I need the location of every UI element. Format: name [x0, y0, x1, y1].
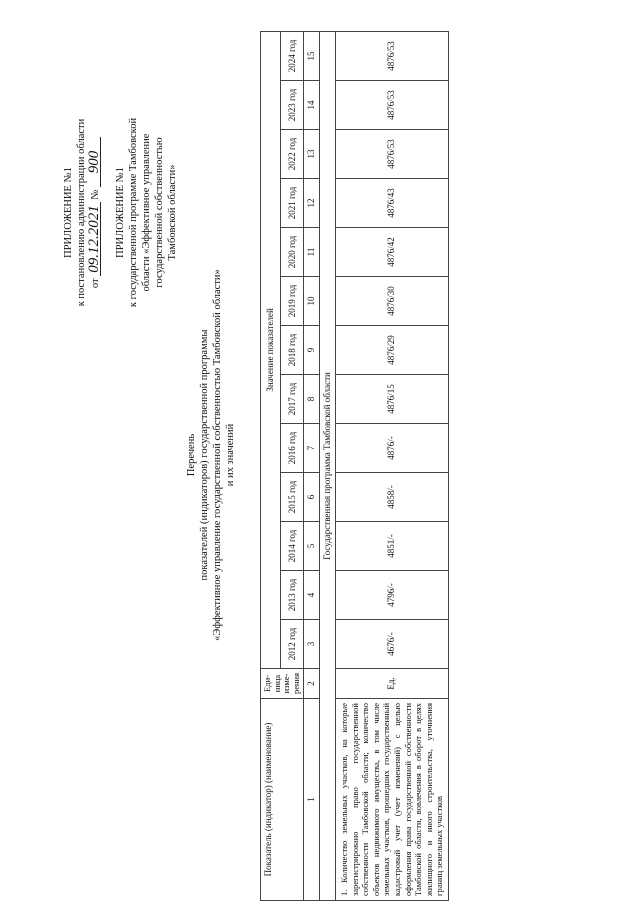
column-number: 8 — [304, 375, 320, 424]
column-number: 3 — [304, 620, 320, 669]
year-cell: 2012 год — [281, 620, 304, 669]
title-line4: и их значений — [225, 423, 236, 487]
column-number: 11 — [304, 228, 320, 277]
value-cell: 4876/30 — [336, 277, 449, 326]
program-appendix-title: ПРИЛОЖЕНИЕ №1 — [115, 167, 126, 258]
column-number: 15 — [304, 31, 320, 80]
table-header-row — [261, 31, 281, 900]
value-cell: 4676/- — [336, 620, 449, 669]
value-cell: 4876/42 — [336, 228, 449, 277]
year-cell: 2022 год — [281, 130, 304, 179]
value-cell: 4876/53 — [336, 130, 449, 179]
title-line2: показателей (индикаторов) государственной программы — [199, 329, 210, 581]
year-cell: 2016 год — [281, 424, 304, 473]
indicator-name: 1. Количество земельных участков, на которые зарегистрировано право государственной собственности Тамбовской области; количество объектов недвижимого имущества, в том числе земельных участков, прошедших государственный кадастровый учет (учет изменений) с целью оформления права государственной собственности Тамбовской области, вовлечения в оборот в целях жилищного и иного строительства, уточнения границ земельных участков — [336, 699, 449, 901]
year-cell: 2024 год — [281, 31, 304, 80]
value-cell: 4876/43 — [336, 179, 449, 228]
value-cell: 4851/- — [336, 522, 449, 571]
program-name: Государственная программа Тамбовской области — [320, 31, 336, 900]
program-appendix-line4: Тамбовской области» — [167, 164, 178, 261]
program-appendix-line3: государственной собственностью — [154, 137, 165, 288]
column-number: 6 — [304, 473, 320, 522]
year-cell: 2020 год — [281, 228, 304, 277]
header-unit: Еди-ница изме-рения — [261, 669, 304, 699]
title-line1: Перечень — [186, 433, 197, 477]
column-number: 9 — [304, 326, 320, 375]
year-cell: 2019 год — [281, 277, 304, 326]
header-values: Значение показателей — [261, 31, 281, 668]
column-number: 5 — [304, 522, 320, 571]
value-cell: 4876/53 — [336, 31, 449, 80]
year-cell: 2013 год — [281, 571, 304, 620]
column-number: 13 — [304, 130, 320, 179]
year-cell: 2014 год — [281, 522, 304, 571]
year-cell: 2023 год — [281, 81, 304, 130]
column-number: 12 — [304, 179, 320, 228]
table-row — [336, 31, 449, 900]
column-number: 1 — [304, 699, 320, 901]
value-cell: 4876/15 — [336, 375, 449, 424]
document-title — [185, 195, 237, 715]
column-number: 2 — [304, 669, 320, 699]
number-prefix: № — [90, 189, 101, 200]
column-number: 10 — [304, 277, 320, 326]
indicators-table — [260, 31, 449, 901]
title-line3: «Эффективное управление государственной собственностью Тамбовской области» — [212, 269, 223, 641]
column-numbers-row — [304, 31, 320, 900]
value-cell: 4876/29 — [336, 326, 449, 375]
year-cell: 2017 год — [281, 375, 304, 424]
handwritten-number: 900 — [88, 137, 101, 187]
program-appendix-header — [114, 40, 179, 385]
column-number: 4 — [304, 571, 320, 620]
program-appendix-line1: к государственной программе Тамбовской — [128, 117, 139, 308]
value-cell: 4876/- — [336, 424, 449, 473]
appendix-header — [62, 40, 179, 385]
value-cell: 4858/- — [336, 473, 449, 522]
header-indicator: Показатель (индикатор) (наименование) — [261, 699, 304, 901]
column-number: 7 — [304, 424, 320, 473]
handwritten-date: 09.12.2021 — [88, 202, 101, 276]
appendix-decree-line: к постановлению администрации области — [76, 118, 87, 307]
column-number: 14 — [304, 81, 320, 130]
year-cell: 2018 год — [281, 326, 304, 375]
unit-cell: Ед. — [336, 669, 449, 699]
year-cell: 2021 год — [281, 179, 304, 228]
year-cell: 2015 год — [281, 473, 304, 522]
value-cell: 4876/53 — [336, 81, 449, 130]
appendix-title: ПРИЛОЖЕНИЕ №1 — [63, 167, 74, 258]
program-appendix-line2: области «Эффективное управление — [141, 133, 152, 292]
appendix-date-line — [88, 40, 102, 385]
program-row — [320, 31, 336, 900]
date-prefix: от — [90, 278, 101, 289]
value-cell: 4796/- — [336, 571, 449, 620]
